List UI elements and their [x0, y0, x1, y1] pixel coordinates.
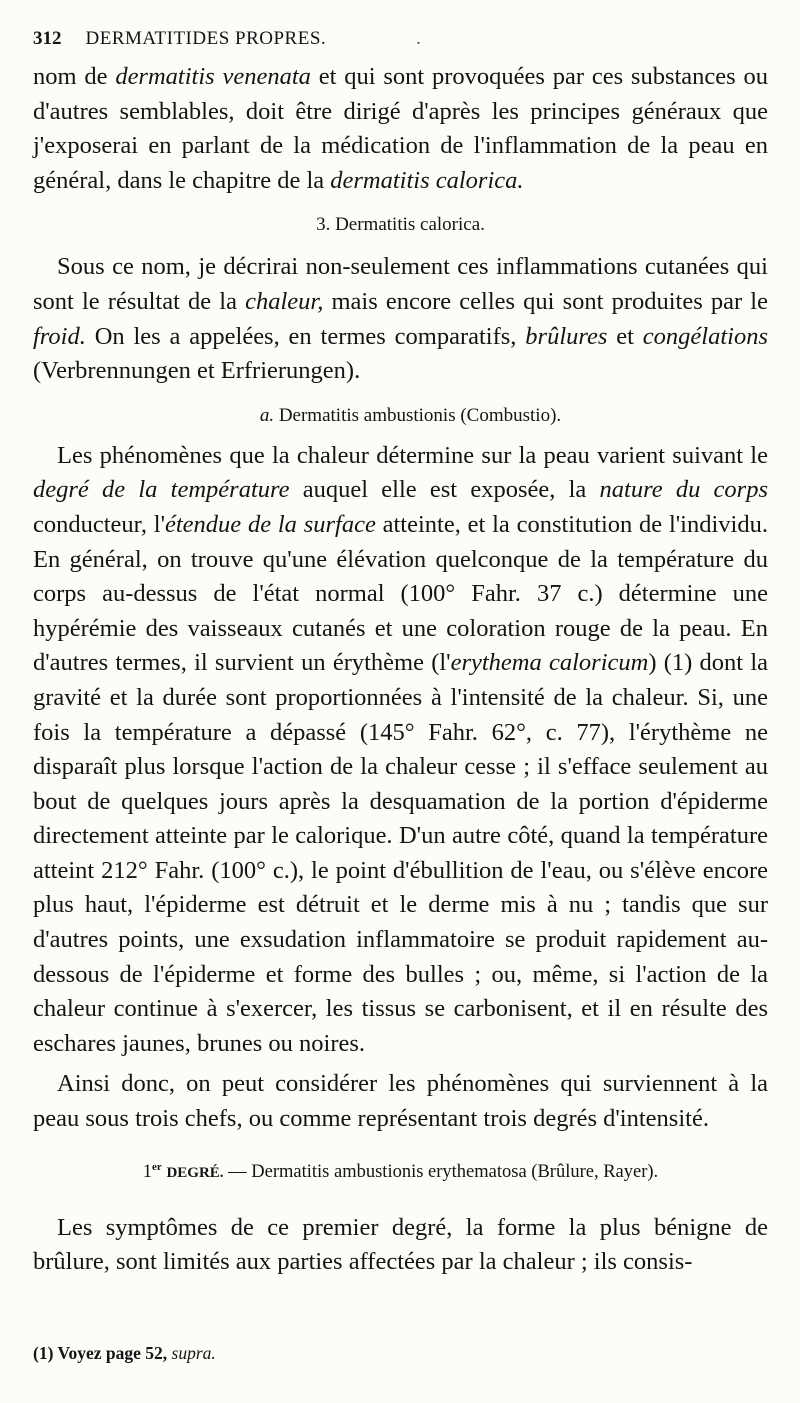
- page: [33, 28, 768, 1280]
- header-dot: .: [416, 28, 421, 49]
- paragraph-4: Ainsi donc, on peut considérer les phénomènes qui surviennent à la peau sous trois chefs, ou comme représentant trois degrés d'intensité.: [33, 1070, 768, 1133]
- running-title: DERMATITIDES PROPRES.: [85, 28, 327, 49]
- footnote: (1) Voyez page 52, supra.: [33, 1343, 216, 1363]
- section-heading-dermatitis-calorica: 3. Dermatitis calorica.: [316, 214, 485, 236]
- paragraph-1: nom de dermatitis venenata et qui sont provoquées par ces substances ou d'autres semblables, doit être dirigé d'après les principes généraux que j'exposerai en parlant de la médication de l'inflammation de la peau en général, dans le chapitre de la dermatitis calorica.: [33, 63, 769, 194]
- paragraph-5: Les symptômes de ce premier degré, la forme la plus bénigne de brûlure, sont limités aux parties affectées par la chaleur ; ils consis-: [33, 1213, 768, 1276]
- paragraph-2: Sous ce nom, je décrirai non-seulement ces inflammations cutanées qui sont le résultat de la chaleur, mais encore celles qui sont produites par le froid. On les a appelées, en termes comparatifs, brûlures et congélations (Verbrennungen et Erfrierungen).: [33, 253, 768, 385]
- subsection-heading-ambustionis: a. Dermatitis ambustionis (Combustio).: [259, 404, 562, 426]
- degree-heading-1: 1er DEGRÉ. — Dermatitis ambustionis erythematosa (Brûlure, Rayer).: [142, 1160, 659, 1182]
- paragraph-3: Les phénomènes que la chaleur détermine sur la peau varient suivant le degré de la température auquel elle est exposée, la nature du corps conducteur, l'étendue de la surface atteinte, et la constitution de l'individu. En général, on trouve qu'une élévation quelconque de la température du corps au-dessus de l'état normal (100° Fahr. 37 c.) détermine une hypérémie des vaisseaux cutanés et une coloration rouge de la peau. En d'autres termes, il survient un érythème (l'erythema caloricum) (1) dont la gravité et la durée sont proportionnées à l'intensité de la chaleur. Si, une fois la température a dépassé (145° Fahr. 62°, c. 77), l'érythème ne disparaît plus lorsque l'action de la chaleur cesse ; il s'efface seulement au bout de quelques jours après la desquamation de la portion d'épiderme directement atteinte par le calorique. D'un autre côté, quand la température atteint 212° Fahr. (100° c.), le point d'ébullition de l'eau, ou s'élève encore plus haut, l'épiderme est détruit et le derme mis à nu ; tandis que sur d'autres points, une exsudation inflammatoire se produit rapidement au-dessous de l'épiderme et forme des bulles ; ou, même, si l'action de la chaleur continue à s'exercer, les tissus se carbonisent, et il en résulte des eschares jaunes, brunes ou noires.: [33, 441, 769, 1057]
- running-header: [33, 28, 768, 60]
- page-number: 312: [33, 28, 62, 49]
